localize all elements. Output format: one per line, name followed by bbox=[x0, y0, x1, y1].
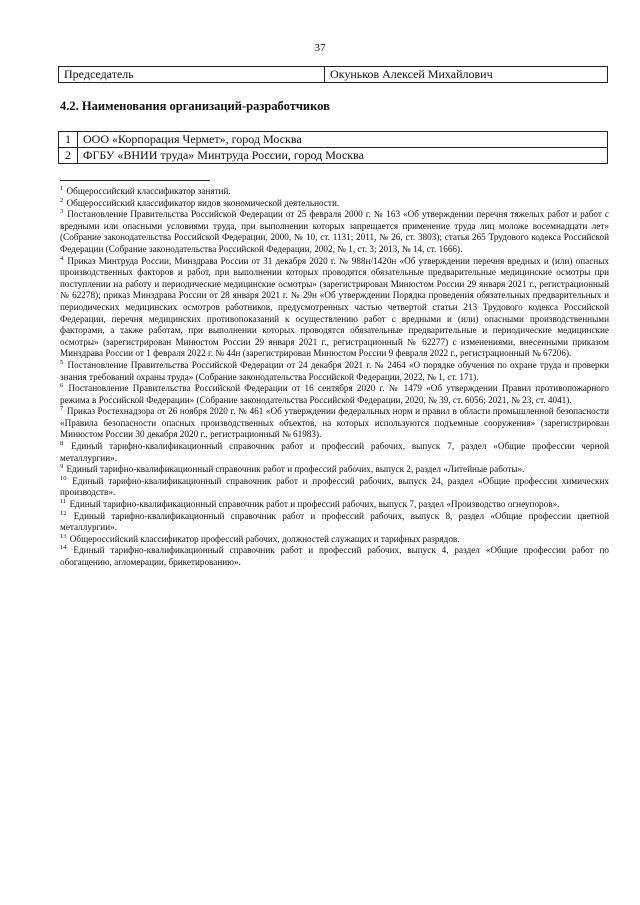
footnote-text: Постановление Правительства Российской Федерации от 25 февраля 2000 г. № 163 «Об утверждении перечня тяжелых работ и работ с вредными или опасными условиями труда, при выполнении которых запрещается применение труда лиц моложе восемнадцати лет» (Собрание законодательства Российской Федерации, 2000, № 10, ст. 1131; 2011, № 26, ст. 3803); статья 265 Трудового кодекса Российской Федерации (Собрание законодательства Российской Федерации, 2002, № 1, ст. 3; 2013, № 14, ст. 1666). bbox=[60, 209, 609, 254]
footnote-text: Единый тарифно-квалификационный справочник работ и профессий рабочих, выпуск 7, раздел «Общие профессии черной металлургии». bbox=[60, 441, 609, 463]
footnote-mark: 5 bbox=[60, 358, 64, 366]
footnote-text: Общероссийский классификатор занятий. bbox=[66, 186, 231, 196]
organizations-table bbox=[58, 131, 608, 164]
footnote bbox=[60, 534, 609, 546]
organization-name: ООО «Корпорация Чермет», город Москва bbox=[78, 132, 608, 148]
page-number: 37 bbox=[314, 42, 326, 54]
footnote-text: Единый тарифно-квалификационный справочник работ и профессий рабочих, выпуск 2, раздел «Литейные работы». bbox=[66, 464, 525, 475]
footnote bbox=[60, 360, 609, 383]
footnote-text: Единый тарифно-квалификационный справочник работ и профессий рабочих, выпуск 8, раздел «Общие профессии цветной металлургии». bbox=[60, 510, 609, 533]
organization-name: ФГБУ «ВНИИ труда» Минтруда России, город Москва bbox=[78, 148, 608, 164]
chairman-name: Окуньков Алексей Михайлович bbox=[325, 67, 608, 83]
footnote-text: Приказ Ростехнадзора от 26 ноября 2020 г. № 461 «Об утверждении федеральных норм и правил в области промышленной безопасности «Правила безопасности опасных производственных объектов, на которых используются подъемные сооружения» (зарегистрирован Минюстом России 30 декабря 2020 г., регистрационный № 61983). bbox=[60, 406, 610, 440]
footnote bbox=[60, 383, 609, 406]
footnotes bbox=[60, 186, 609, 569]
footnote bbox=[60, 499, 609, 511]
footnote-text: Постановление Правительства Российской Федерации от 16 сентября 2020 г. № 1479 «Об утверждении Правил противопожарного режима в Российской Федерации» (Собрание законодательства Российской Федерации, 2020, № 39, ст. 6056; 2021, № 23, ст. 4041). bbox=[60, 383, 610, 405]
footnote bbox=[60, 198, 609, 210]
footnote-mark: 13 bbox=[60, 532, 67, 540]
footnote-text: Единый тарифно-квалификационный справочник работ и профессий рабочих, выпуск 7, раздел «Производство огнеупоров». bbox=[69, 499, 560, 510]
footnote-separator bbox=[60, 180, 210, 181]
footnote bbox=[60, 476, 609, 499]
footnote bbox=[60, 186, 609, 198]
footnote-text: Постановление Правительства Российской Федерации от 24 декабря 2021 г. № 2464 «О порядке обучения по охране труда и проверки знания требований охраны труда» (Собрание законодательства Российской Федерации, 2022, № 1, ст. 171). bbox=[60, 359, 609, 382]
footnote-text: Общероссийский классификатор профессий рабочих, должностей служащих и тарифных разрядов. bbox=[69, 533, 460, 544]
footnote-mark: 10 bbox=[60, 474, 67, 482]
organization-number: 2 bbox=[59, 148, 78, 164]
footnote-mark: 14 bbox=[60, 544, 67, 552]
footnote bbox=[60, 406, 609, 441]
footnote-mark: 3 bbox=[60, 208, 64, 216]
footnote-mark: 8 bbox=[60, 440, 64, 447]
footnote-text: Общероссийский классификатор видов экономической деятельности. bbox=[66, 197, 340, 208]
footnote bbox=[60, 464, 609, 476]
footnote bbox=[60, 545, 609, 568]
footnote-mark: 6 bbox=[60, 382, 64, 390]
footnote-mark: 12 bbox=[60, 509, 67, 517]
footnote bbox=[60, 511, 609, 534]
organization-row bbox=[59, 132, 608, 148]
footnote-mark: 11 bbox=[60, 497, 67, 505]
footnote-text: Приказ Минтруда России, Минздрава России от 31 декабря 2020 г. № 988н/1420н «Об утверждении перечня вредных и (или) опасных производственных факторов и работ, при выполнении которых проводятся обязательные предварительные медицинские осмотры при поступлении на работу и периодические медицинские осмотры» (зарегистрирован Минюстом России 29 января 2021 г., регистрационный № 62278); приказ Минздрава России от 28 января 2021 г. № 29н «Об утверждении Порядка проведения обязательных предварительных и периодических медицинских осмотров работников, предусмотренных частью четвертой статьи 213 Трудового кодекса Российской Федерации, перечня медицинских противопоказаний к осуществлению работ с вредными и (или) опасными производственными факторами, а также работам, при выполнении которых проводятся обязательные предварительные и периодические медицинские осмотры» (зарегистрирован Минюстом России 29 января 2021 г., регистрационный № 62277) с изменениями, внесенными приказом Минздрава России от 1 февраля 2022 г. № 44н (зарегистрирован Минюстом России 9 февраля 2022 г., регистрационный № 67206). bbox=[60, 255, 610, 359]
footnote-text: Единый тарифно-квалификационный справочник работ и профессий рабочих, выпуск 4, раздел «Общие профессии работ по обогащению, агломерации, брикетированию». bbox=[60, 545, 609, 567]
organization-number: 1 bbox=[59, 132, 78, 148]
footnote-mark: 9 bbox=[60, 463, 64, 471]
section-title: 4.2. Наименования организаций-разработчиков bbox=[60, 99, 330, 113]
footnote-mark: 4 bbox=[60, 254, 64, 262]
footnote bbox=[60, 209, 609, 255]
footnote bbox=[60, 256, 609, 360]
footnote-mark: 2 bbox=[60, 196, 64, 204]
chairman-table bbox=[58, 66, 608, 83]
footnote-mark: 1 bbox=[60, 184, 64, 192]
chairman-role: Председатель bbox=[59, 67, 325, 83]
chairman-row bbox=[59, 67, 608, 83]
footnote-text: Единый тарифно-квалификационный справочник работ и профессий рабочих, выпуск 24, раздел «Общие профессии химических производств». bbox=[60, 475, 610, 498]
organization-row bbox=[59, 148, 608, 164]
footnote bbox=[60, 441, 609, 464]
footnote-mark: 7 bbox=[60, 405, 64, 413]
